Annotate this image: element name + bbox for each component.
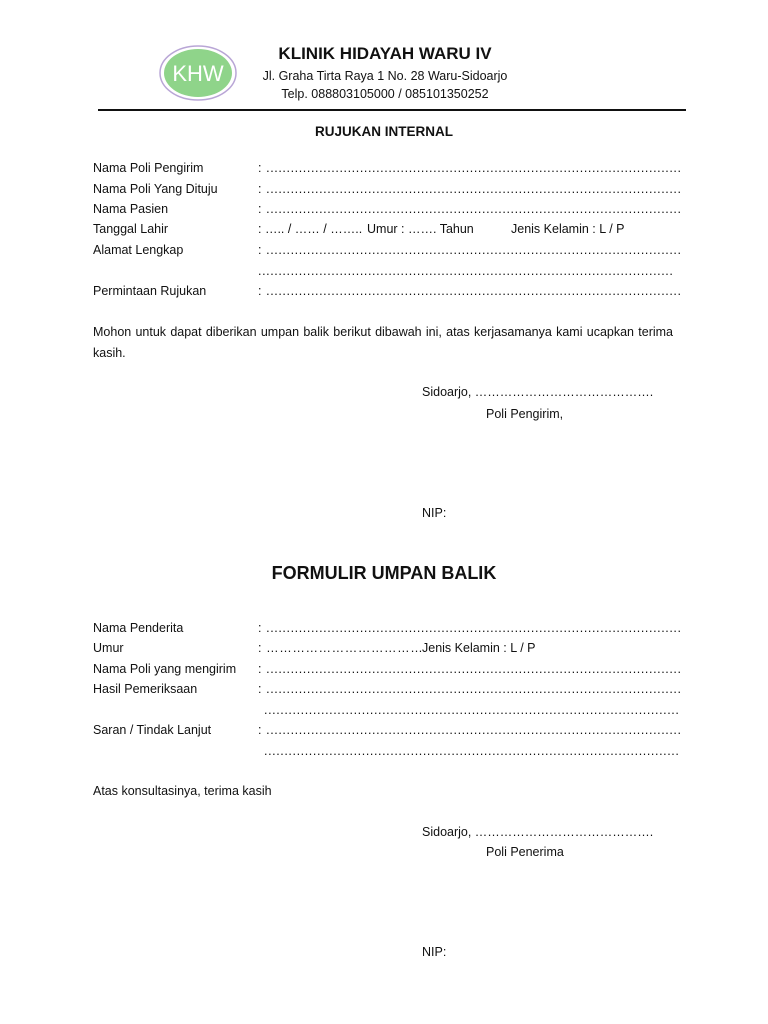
clinic-address: Jl. Graha Tirta Raya 1 No. 28 Waru-Sidoarjo	[262, 69, 508, 83]
field-label-age: Umur	[93, 641, 124, 655]
field-sender-poli[interactable]: : ......................................................................................................	[258, 662, 682, 676]
field-label-address: Alamat Lengkap	[93, 243, 184, 257]
clinic-name: KLINIK HIDAYAH WARU IV	[278, 44, 492, 63]
field-address[interactable]: : ......................................................................................................	[258, 243, 682, 257]
field-patient[interactable]: : ......................................................................................................	[258, 621, 682, 635]
field-advice-cont[interactable]: ......................................................................................................	[264, 744, 680, 758]
field-label-target-poli: Nama Poli Yang Dituju	[93, 182, 218, 196]
field-label-birth-date: Tanggal Lahir	[93, 222, 169, 236]
field-patient-name[interactable]: : ......................................................................................................	[258, 202, 682, 216]
field-result-cont[interactable]: ......................................................................................................	[264, 703, 680, 717]
referral-title: RUJUKAN INTERNAL	[315, 124, 453, 139]
field-sender-poli[interactable]: : ......................................................................................................	[258, 161, 682, 175]
field-label-patient-name: Nama Pasien	[93, 202, 169, 216]
feedback-signer: Poli Penerima	[486, 845, 564, 859]
feedback-closing: Atas konsultasinya, terima kasih	[93, 784, 272, 798]
feedback-title: FORMULIR UMPAN BALIK	[271, 563, 497, 583]
field-advice[interactable]: : ......................................................................................................	[258, 723, 682, 737]
clinic-phone: Telp. 088803105000 / 085101350252	[281, 87, 489, 101]
field-result[interactable]: : ......................................................................................................	[258, 682, 682, 696]
field-sex[interactable]: Jenis Kelamin : L / P	[511, 222, 625, 236]
letterhead-divider	[98, 109, 686, 111]
field-label-result: Hasil Pemeriksaan	[93, 682, 198, 696]
referral-message: Mohon untuk dapat diberikan umpan balik berikut dibawah ini, atas kerjasamanya kami ucapkan terima kasih.	[93, 325, 673, 360]
field-label-sender-poli: Nama Poli Pengirim	[93, 161, 204, 175]
field-request[interactable]: : ......................................................................................................	[258, 284, 682, 298]
field-label-advice: Saran / Tindak Lanjut	[93, 723, 212, 737]
field-label-request: Permintaan Rujukan	[93, 284, 207, 298]
referral-nip: NIP:	[422, 506, 447, 520]
field-label-patient: Nama Penderita	[93, 621, 184, 635]
referral-place-date[interactable]: Sidoarjo, …………………………………….	[422, 385, 654, 399]
logo-text: KHW	[172, 61, 224, 86]
clinic-logo	[158, 44, 238, 102]
field-age[interactable]: : ………………………………	[258, 641, 424, 655]
field-target-poli[interactable]: : ......................................................................................................	[258, 182, 682, 196]
feedback-nip: NIP:	[422, 945, 447, 959]
referral-signer: Poli Pengirim,	[486, 407, 564, 421]
field-birth-date[interactable]: : ….. / …… / ……..	[258, 222, 363, 236]
field-age[interactable]: Umur : ……. Tahun	[367, 222, 474, 236]
field-address-cont[interactable]: ......................................................................................................	[258, 264, 674, 278]
feedback-place-date[interactable]: Sidoarjo, …………………………………….	[422, 825, 654, 839]
field-sex[interactable]: Jenis Kelamin : L / P	[422, 641, 536, 655]
field-label-sender-poli: Nama Poli yang mengirim	[93, 662, 237, 676]
